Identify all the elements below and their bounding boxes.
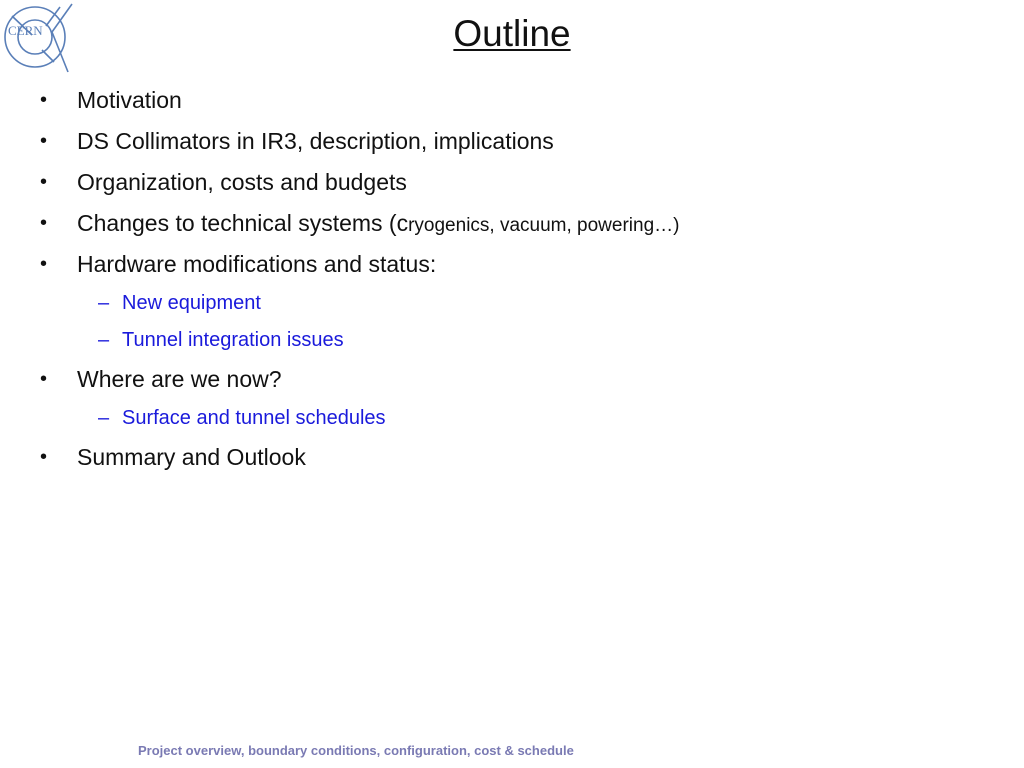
bullet-marker: • [40, 171, 48, 193]
outline-item-motivation [0, 80, 1024, 121]
outline-item-technical-systems [0, 203, 1024, 244]
slide-title: Outline [453, 13, 571, 54]
outline-item-label: Summary and Outlook [77, 444, 306, 470]
slide-footer: Project overview, boundary conditions, configuration, cost & schedule [138, 743, 574, 758]
outline-subitem-label: Tunnel integration issues [122, 329, 344, 351]
outline-item-label-detail: ryogenics, vacuum, powering…) [408, 215, 680, 236]
outline-item-label: Where are we now? [77, 366, 282, 392]
sub-bullet-marker: – [98, 292, 110, 314]
outline-subitem-label: Surface and tunnel schedules [122, 407, 386, 429]
outline-list [0, 80, 1024, 478]
bullet-marker: • [40, 89, 48, 111]
sub-bullet-marker: – [98, 329, 110, 351]
bullet-marker: • [40, 446, 48, 468]
bullet-marker: • [40, 368, 48, 390]
bullet-marker: • [40, 253, 48, 275]
outline-subitem-tunnel-integration [0, 322, 1024, 359]
bullet-marker: • [40, 212, 48, 234]
cern-logo-text: CERN [8, 23, 43, 38]
outline-item-organization [0, 162, 1024, 203]
sub-bullet-marker: – [98, 407, 110, 429]
outline-item-label [77, 203, 679, 246]
outline-subitem-schedules [0, 400, 1024, 437]
outline-item-label: Motivation [77, 87, 182, 113]
outline-item-label: Organization, costs and budgets [77, 169, 407, 195]
outline-subitem-new-equipment [0, 285, 1024, 322]
bullet-marker: • [40, 130, 48, 152]
outline-subitem-label: New equipment [122, 292, 261, 314]
outline-item-hardware [0, 244, 1024, 285]
outline-item-ds-collimators [0, 121, 1024, 162]
outline-item-label: DS Collimators in IR3, description, implications [77, 128, 554, 154]
outline-item-where-are-we [0, 359, 1024, 400]
outline-item-summary [0, 437, 1024, 478]
outline-item-label-main: Changes to technical systems (c [77, 210, 409, 236]
outline-item-label: Hardware modifications and status: [77, 251, 437, 277]
